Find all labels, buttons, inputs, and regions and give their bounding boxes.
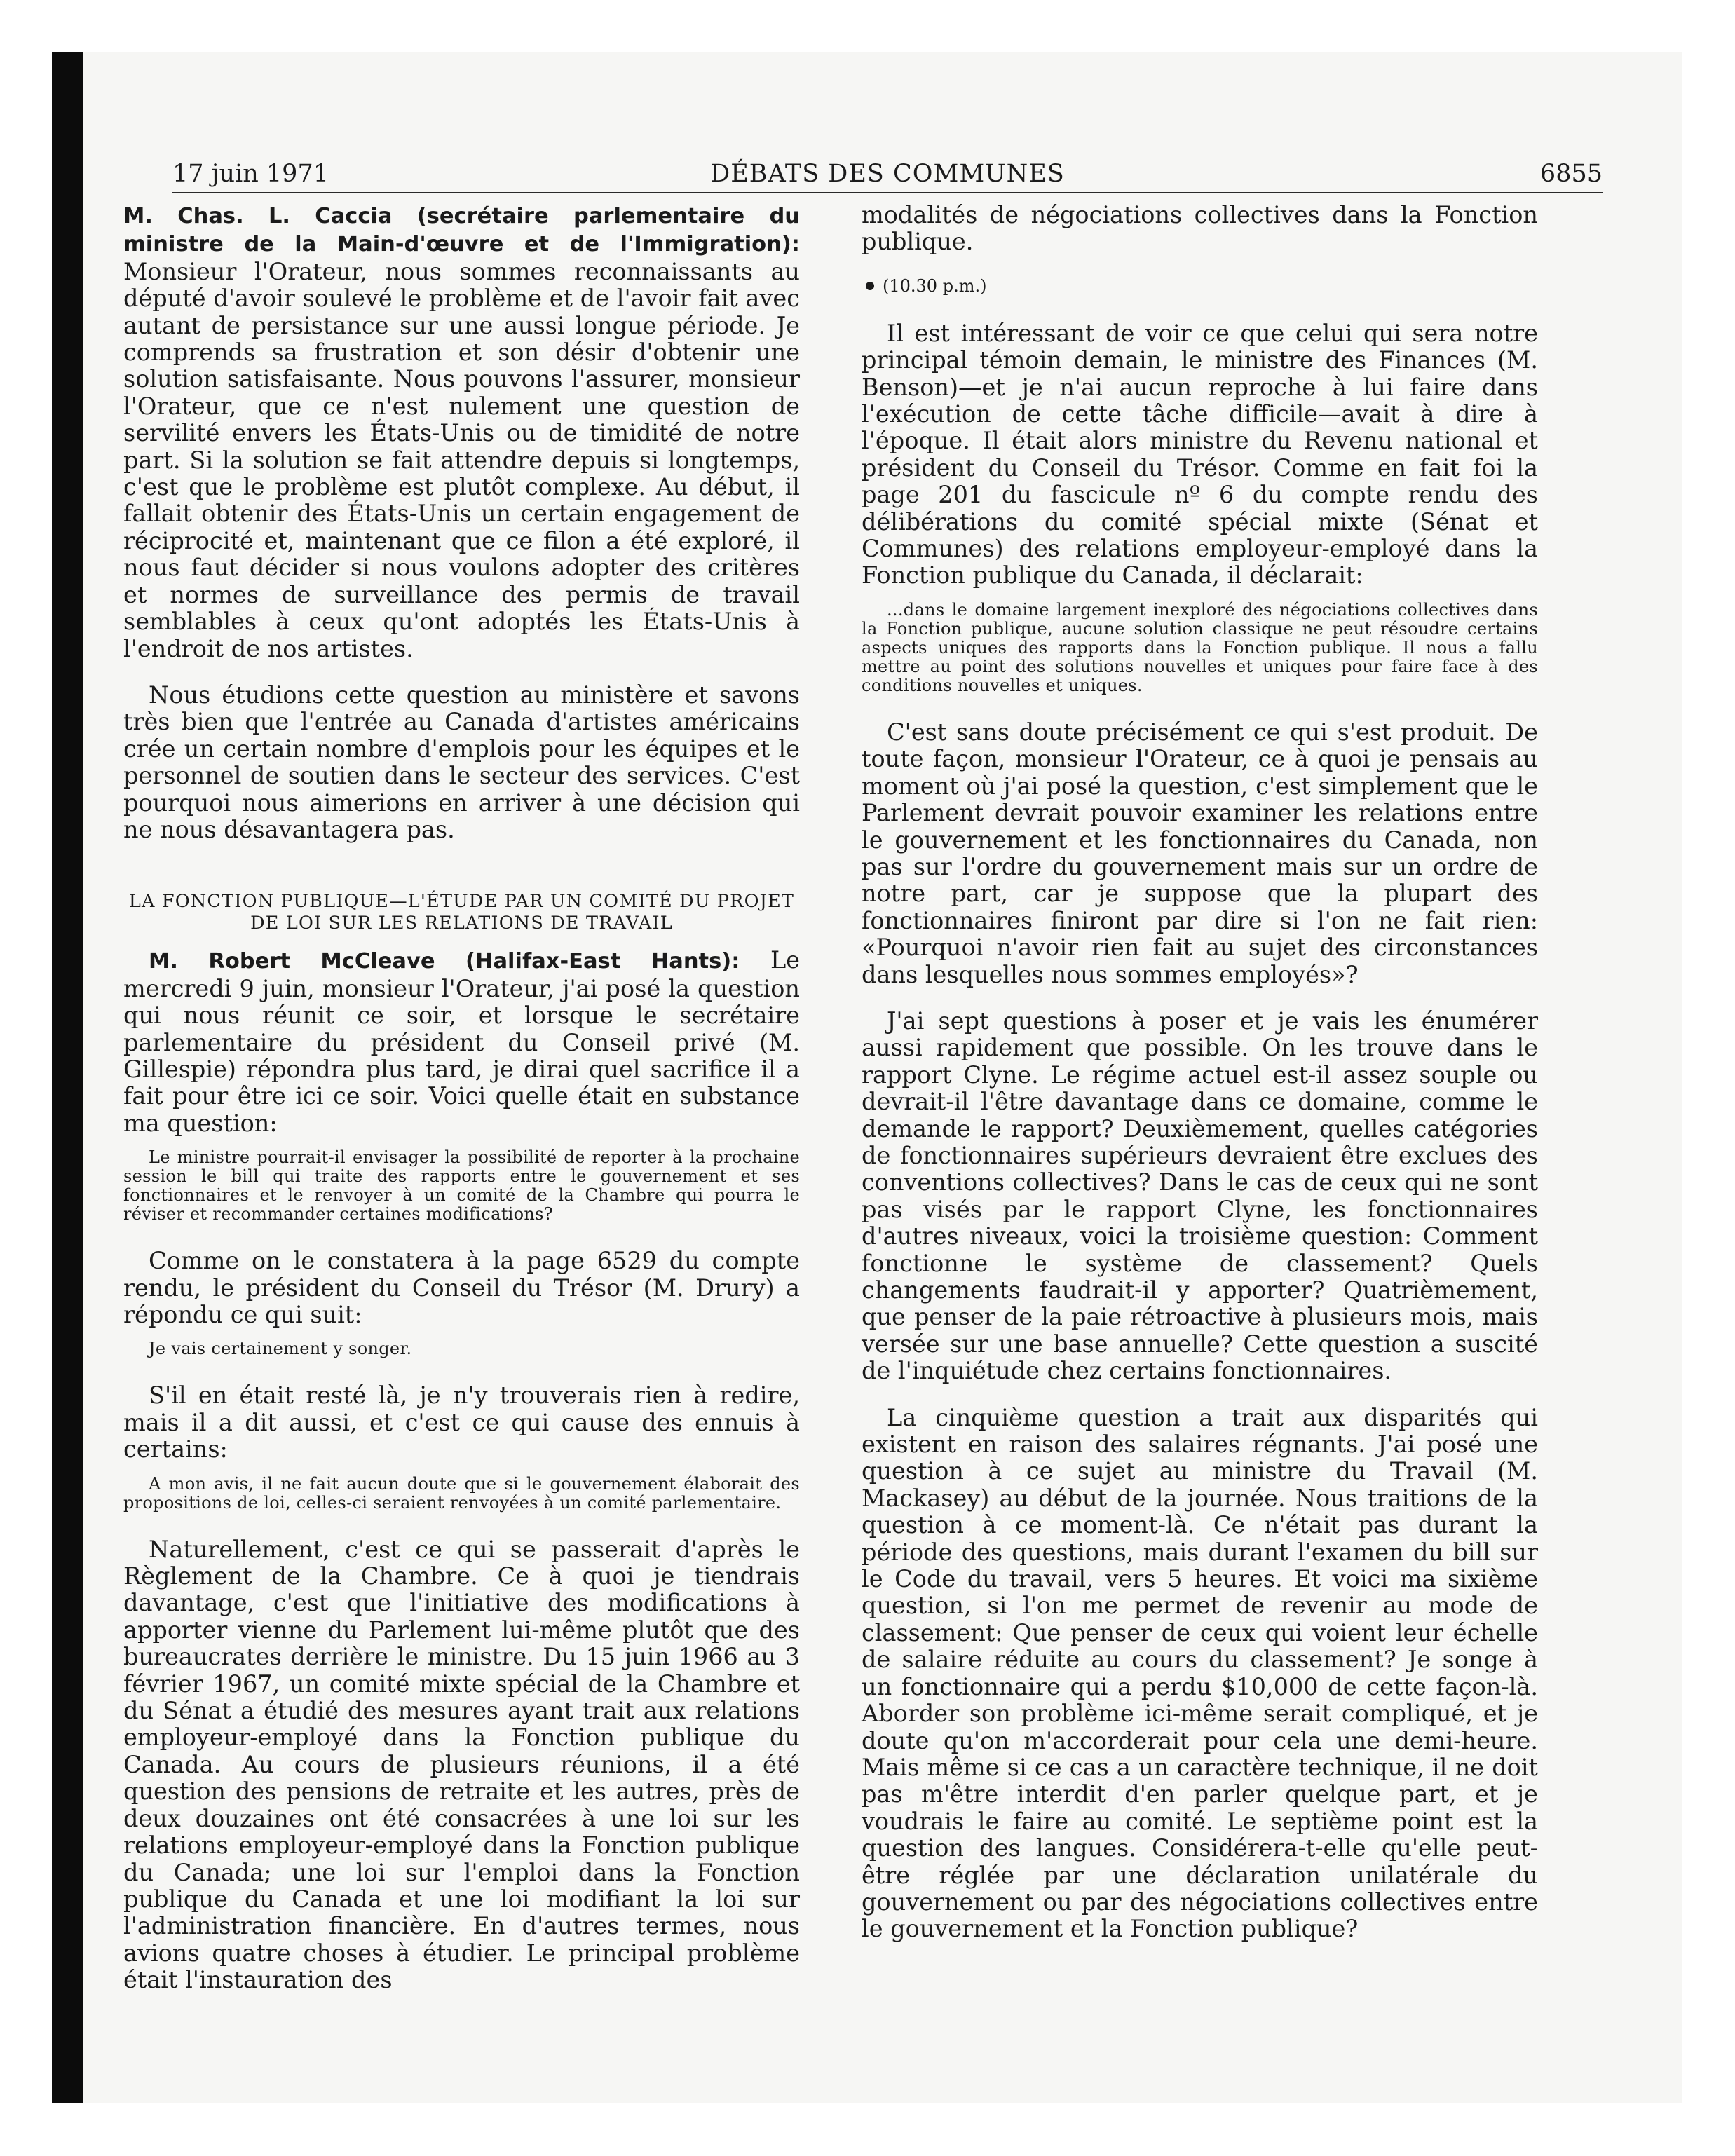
block-quote: Je vais certainement y songer. bbox=[149, 1339, 412, 1359]
header-title: DÉBATS DES COMMUNES bbox=[710, 160, 1065, 188]
speech-paragraph: C'est sans doute précisément ce qui s'est produit. De toute façon, monsieur l'Orateur, ce à quoi je pensais au moment où j'ai posé la question, c'est simplement que le Parlement devrait pouvoir examiner les relations entre le gouvernement et les fonctionnaires du Canada, non pas sur l'ordre du gouvernement mais sur un ordre de notre part, car je suppose que la plupart des fonctionnaires finiront par dire si l'on ne fait rien: «Pourquoi n'avoir rien fait au sujet des circonstances dans lesquelles nous sommes employés»? bbox=[862, 718, 1538, 988]
header-page-number: 6855 bbox=[1539, 160, 1603, 188]
right-column bbox=[862, 202, 1538, 1963]
speech-text: Le mercredi 9 juin, monsieur l'Orateur, j'ai posé la question qui nous réunit ce soir, et lorsque le secrétaire parlementaire du président du Conseil privé (M. Gillespie) répondra plus tard, je dirai quel sacrifice il a fait pour être ici ce soir. Voici quelle était en substance ma question: bbox=[123, 946, 801, 1137]
speech-paragraph: Comme on le constatera à la page 6529 du compte rendu, le président du Conseil du Trésor (M. Drury) a répondu ce qui suit: bbox=[123, 1247, 800, 1328]
left-column bbox=[123, 202, 800, 2014]
speech-paragraph: S'il en était resté là, je n'y trouverais rien à redire, mais il a dit aussi, et c'est ce qui cause des ennuis à certains: bbox=[123, 1381, 800, 1464]
block-quote: ...dans le domaine largement inexploré des négociations collectives dans la Fonction publique, aucune solution classique ne peut résoudre certains aspects uniques des rapports dans la Fonction publique. Il nous a fallu mettre au point des solutions nouvelles et uniques pour faire face à des conditions nouvelles et uniques. bbox=[862, 599, 1538, 695]
speech-paragraph: Nous étudions cette question au ministère et savons très bien que l'entrée au Canada d'artistes américains crée un certain nombre d'emplois pour les équipes et le personnel de soutien dans le secteur des services. C'est pourquoi nous aimerions en arriver à une décision qui ne nous désavantagera pas. bbox=[123, 681, 800, 843]
speech-paragraph bbox=[123, 947, 800, 1137]
speech-paragraph: La cinquième question a trait aux disparités qui existent en raison des salaires régnants. J'ai posé une question à ce sujet au ministre du Travail (M. Mackasey) au début de la journée. Nous traitions de la question à ce moment-là. Ce n'était pas durant la période des questions, mais durant l'examen du bill sur le Code du travail, vers 5 heures. Et voici ma sixième question, si l'on me permet de revenir au mode de classement: Que penser de ceux qui voient leur échelle de salaire réduite au cours du classement? Je songe à un fonctionnaire qui a perdu $10,000 de cette façon-là. Aborder son problème ici-même serait compliqué, et je doute qu'on m'accorderait pour cela une demi-heure. Mais même si ce cas a un caractère technique, il ne doit pas m'être interdit d'en parler quelque part, et je voudrais le faire au comité. Le septième point est la question des langues. Considérera-t-elle qu'elle peut-être réglée par une déclaration unilatérale du gouvernement ou par des négociations collectives entre le gouvernement et la Fonction publique? bbox=[862, 1403, 1538, 1943]
speech-paragraph: modalités de négociations collectives dans la Fonction publique. bbox=[862, 201, 1538, 256]
bullet-icon bbox=[866, 282, 874, 290]
time-stamp bbox=[862, 275, 1538, 296]
page-header bbox=[172, 157, 1603, 193]
speech-paragraph: Naturellement, c'est ce qui se passerait d'après le Règlement de la Chambre. Ce à quoi je tiendrais davantage, c'est que l'initiative des modifications à apporter vienne du Parlement lui-même plutôt que des bureaucrates derrière le ministre. Du 15 juin 1966 au 3 février 1967, un comité mixte spécial de la Chambre et du Sénat a étudié des mesures ayant trait aux relations employeur-employé dans la Fonction publique du Canada. Au cours de plusieurs réunions, il a été question des pensions de retraite et les autres, près de deux douzaines ont été consacrées à une loi sur les relations employeur-employé dans la Fonction publique du Canada; une loi sur l'emploi dans la Fonction publique du Canada et une loi modifiant la loi sur l'administration financière. En d'autres termes, nous avions quatre choses à étudier. Le principal problème était l'instauration des bbox=[123, 1535, 800, 1994]
header-date: 17 juin 1971 bbox=[172, 160, 329, 188]
time-stamp-text: (10.30 p.m.) bbox=[883, 275, 987, 296]
block-quote: Le ministre pourrait-il envisager la possibilité de reporter à la prochaine session le bill qui traite des rapports entre le gouvernement et ses fonctionnaires et le renvoyer à un comité de la Chambre qui pourra le réviser et recommander certaines modifications? bbox=[123, 1147, 800, 1224]
section-heading: LA FONCTION PUBLIQUE—L'ÉTUDE PAR UN COMITÉ DU PROJET DE LOI SUR LES RELATIONS DE TRAVAIL bbox=[128, 891, 795, 934]
block-quote: A mon avis, il ne fait aucun doute que si le gouvernement élaborait des propositions de loi, celles-ci seraient renvoyées à un comité parlementaire. bbox=[123, 1473, 800, 1513]
speaker-name: M. Robert McCleave (Halifax-East Hants): bbox=[149, 949, 740, 974]
speech-text: Monsieur l'Orateur, nous sommes reconnaissants au député d'avoir soulevé le problème et de l'avoir fait avec autant de persistance sur une aussi longue période. Je comprends sa frustration et son désir d'obtenir une solution satisfaisante. Nous pouvons l'assurer, monsieur l'Orateur, que ce n'est nulement une question de servilité envers les États-Unis ou de timidité de notre part. Si la solution se fait attendre depuis si longtemps, c'est que le problème est plutôt complexe. Au début, il fallait obtenir des États-Unis un certain engagement de réciprocité et, maintenant que ce filon a été exploré, il nous faut décider si nous voulons adopter des critères et normes de surveillance des permis de travail semblables à ceux qu'ont adoptés les États-Unis à l'endroit de nos artistes. bbox=[123, 257, 800, 662]
scan-binding-edge bbox=[52, 52, 83, 2103]
speech-paragraph: J'ai sept questions à poser et je vais les énumérer aussi rapidement que possible. On les trouve dans le rapport Clyne. Le régime actuel est-il assez souple ou devrait-il l'être davantage dans ce domaine, comme le demande le rapport? Deuxièmement, quelles catégories de fonctionnaires supérieurs devraient être exclues des conventions collectives? Dans le cas de ceux qui ne sont pas visés par le rapport Clyne, les fonctionnaires d'autres niveaux, voici la troisième question: Comment fonctionne le système de classement? Quels changements faudrait-il y apporter? Quatrièmement, que penser de la paie rétroactive à plusieurs mois, mais versée sur une base annuelle? Cette question a suscité de l'inquiétude chez certains fonctionnaires. bbox=[862, 1007, 1538, 1385]
speaker-name: M. Chas. L. Caccia (secrétaire parlementaire du ministre de la Main-d'œuvre et de l'Immigration): bbox=[123, 204, 800, 257]
speech-paragraph: Il est intéressant de voir ce que celui qui sera notre principal témoin demain, le ministre des Finances (M. Benson)—et je n'ai aucun reproche à lui faire dans l'exécution de cette tâche difficile—avait à dire à l'époque. Il était alors ministre du Revenu national et président du Conseil du Trésor. Comme en fait foi la page 201 du fascicule nº 6 du compte rendu des délibérations du comité spécial mixte (Sénat et Communes) des relations employeur-employé dans la Fonction publique du Canada, il déclarait: bbox=[862, 319, 1538, 589]
speech-paragraph bbox=[123, 202, 800, 662]
